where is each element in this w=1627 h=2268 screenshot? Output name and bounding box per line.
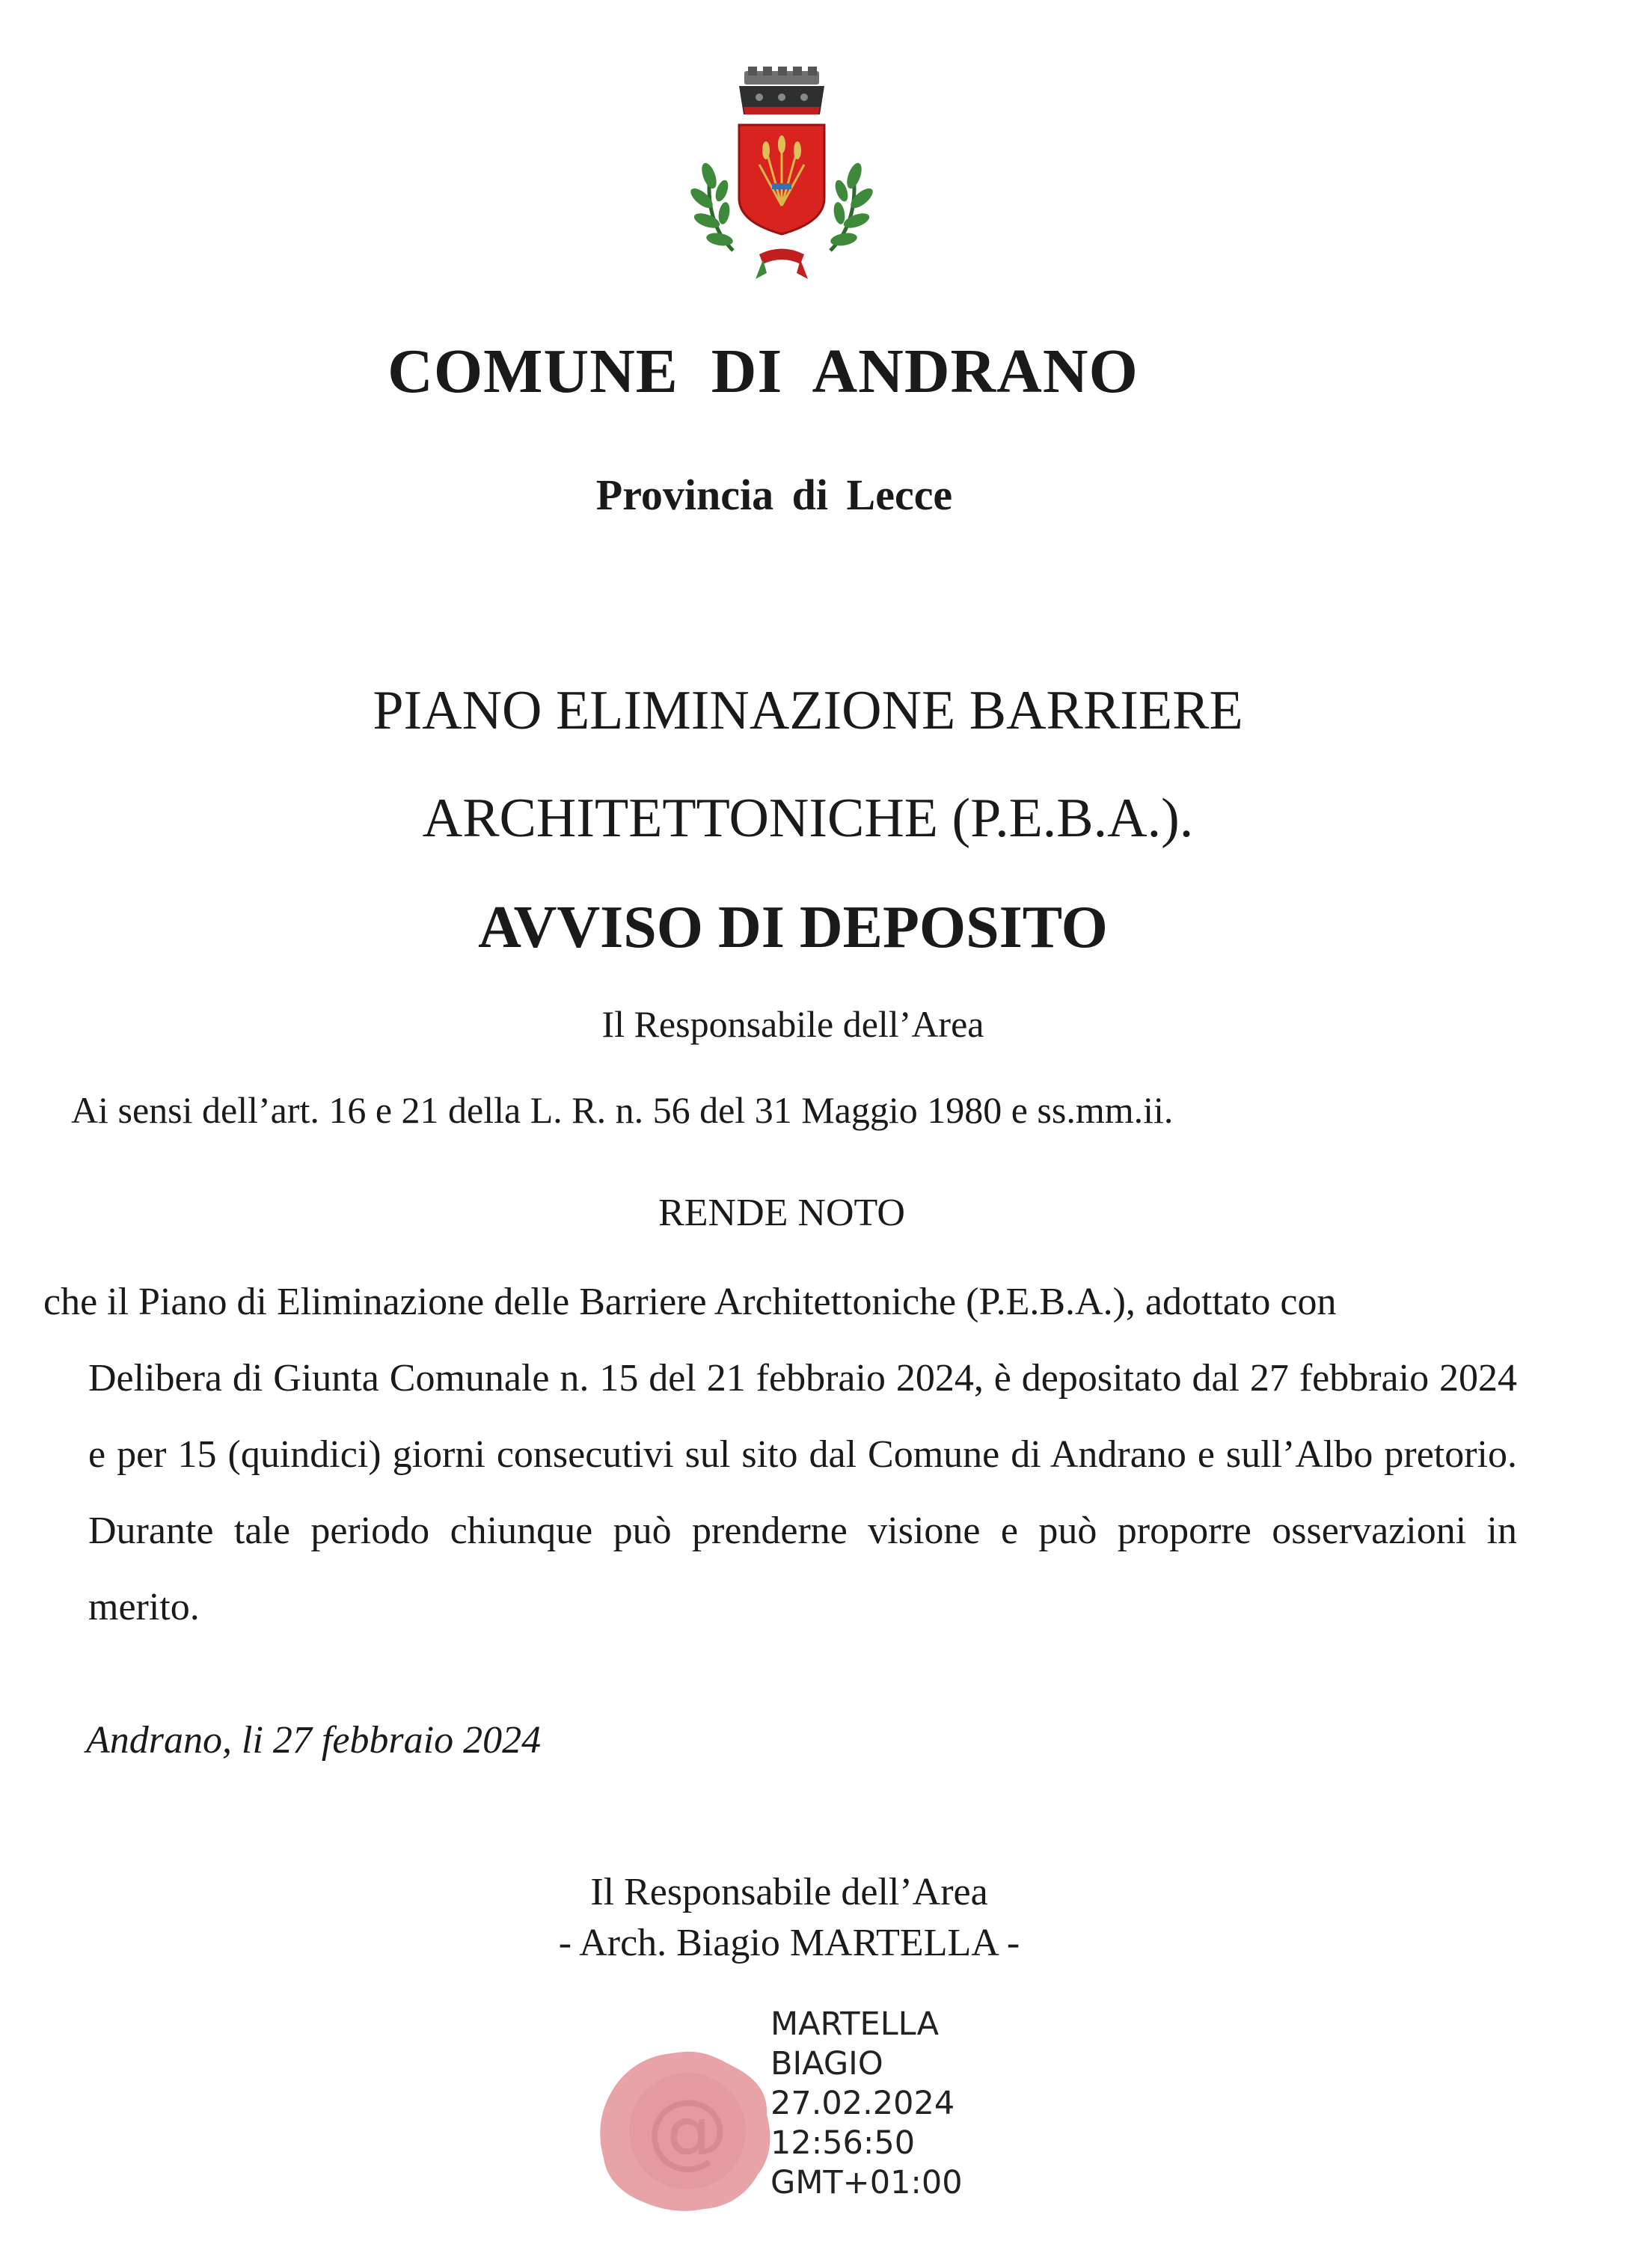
notice-body (43, 1264, 1517, 1646)
digital-signature-stamp (770, 2005, 963, 2203)
signature-title: Il Responsabile dell’Area (590, 1871, 988, 1913)
stamp-date: 27.02.2024 (770, 2085, 955, 2122)
place-and-date: Andrano, li 27 febbraio 2024 (86, 1719, 542, 1762)
notice-body-paragraph: Delibera di Giunta Comunale n. 15 del 21 febbraio 2024, è depositato dal 27 febbraio 2024 e per 15 (quindici) giorni consecutivi sul sito dal Comune di Andrano e sull’Albo pretorio. Durante tale periodo chiunque può prenderne visione e può proporre osservazioni in merito. (88, 1357, 1517, 1628)
stamp-timezone: GMT+01:00 (770, 2164, 963, 2201)
province-name: Provincia di Lecce (595, 471, 953, 519)
notice-body-first-line: che il Piano di Eliminazione delle Barriere Architettoniche (P.E.B.A.), adottato con (43, 1281, 1337, 1323)
seal-symbol: @ (646, 2082, 729, 2177)
issuer-label: Il Responsabile dell’Area (601, 1003, 984, 1045)
wax-seal-icon (595, 2046, 774, 2214)
notice-title-line-1: PIANO ELIMINAZIONE BARRIERE (373, 680, 1243, 741)
municipality-name: COMUNE DI ANDRANO (387, 337, 1139, 406)
coat-of-arms-icon (688, 64, 875, 288)
legal-basis: Ai sensi dell’art. 16 e 21 della L. R. n. 56 del 31 Maggio 1980 e ss.mm.ii. (71, 1089, 1174, 1131)
notice-title-line-2: ARCHITETTONICHE (P.E.B.A.). (422, 788, 1194, 849)
rende-noto-heading: RENDE NOTO (658, 1192, 905, 1234)
stamp-given-name: BIAGIO (770, 2045, 883, 2082)
stamp-time: 12:56:50 (770, 2124, 916, 2162)
signature-name: - Arch. Biagio MARTELLA - (558, 1922, 1020, 1964)
stamp-surname: MARTELLA (770, 2005, 940, 2043)
notice-heading: AVVISO DI DEPOSITO (478, 895, 1108, 960)
